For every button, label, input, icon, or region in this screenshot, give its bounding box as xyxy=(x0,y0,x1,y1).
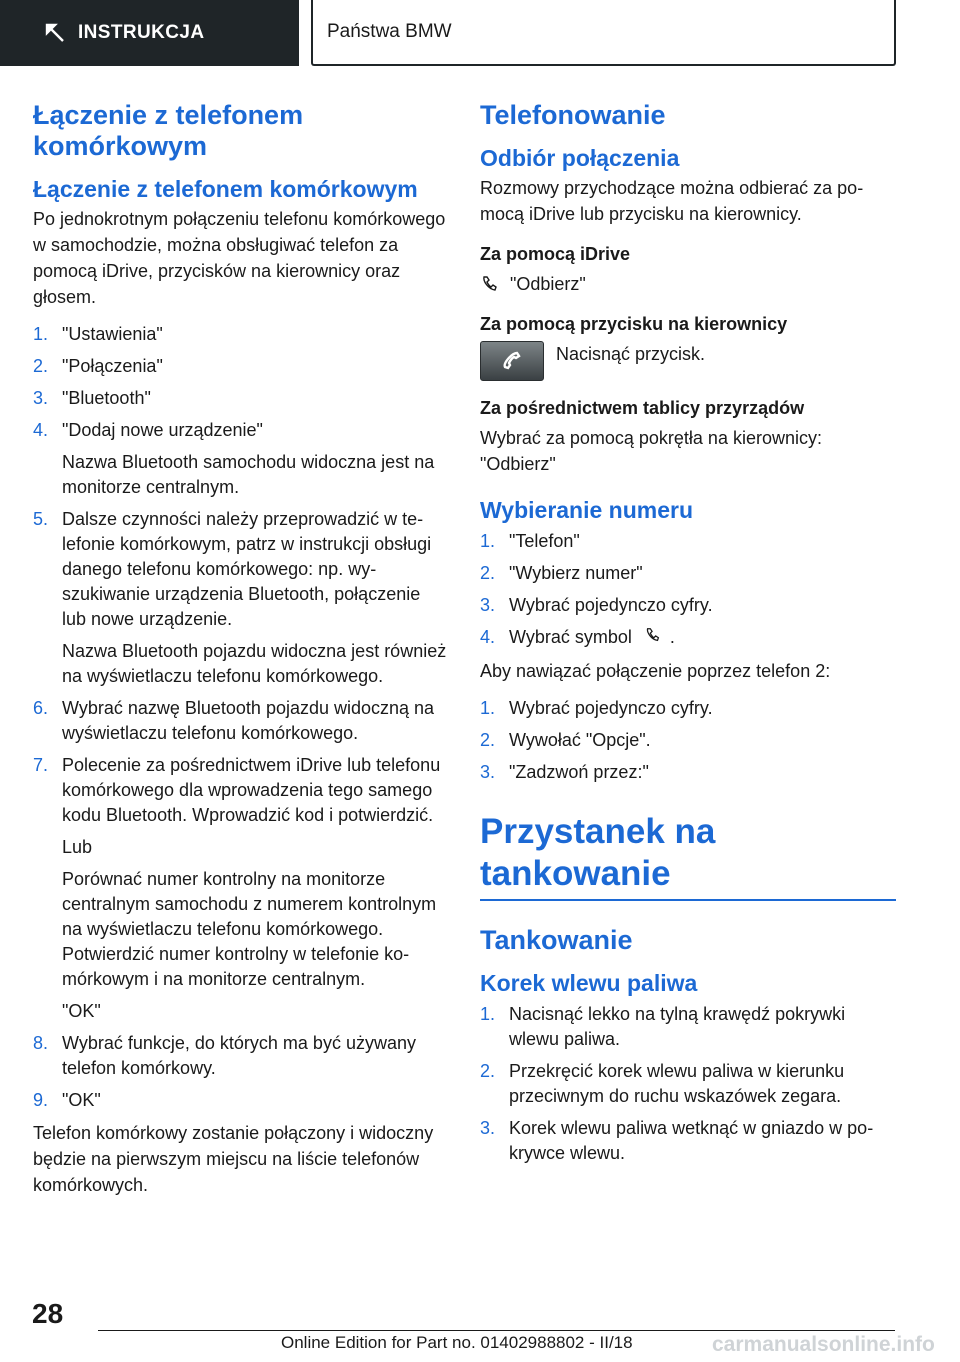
answer-text: Rozmowy przychodzące można odbierać za pomocą iDrive lub przycisku na kierownicy. xyxy=(480,178,864,224)
step-text: "OK" xyxy=(62,1090,101,1110)
step-number: 2. xyxy=(480,729,496,750)
cap-steps-list xyxy=(480,1002,896,1166)
step-number: 6. xyxy=(33,698,49,718)
step-text: "Dodaj nowe urządzenie" xyxy=(62,420,263,440)
list-item xyxy=(480,1116,896,1166)
list-item xyxy=(33,322,448,347)
idrive-answer-label: "Odbierz" xyxy=(510,274,586,294)
list-item xyxy=(480,760,896,785)
footer-divider xyxy=(98,1330,895,1331)
step-subtext: Lub xyxy=(62,837,93,857)
step-number: 2. xyxy=(480,1060,496,1081)
step-number: 1. xyxy=(33,324,49,344)
step-text: Wywołać "Opcje". xyxy=(509,729,651,750)
step-text: Wybrać nazwę Bluetooth pojazdu widoczną na wyświetlaczu telefonu komórkowego. xyxy=(62,698,435,743)
step-number: 9. xyxy=(33,1090,49,1110)
step-text: "Ustawienia" xyxy=(62,324,163,344)
step-number: 2. xyxy=(480,563,496,583)
connect-intro: Po jednokrotnym połączeniu telefonu komórkowego w samochodzie, można obsługiwać telefon za pomocą iDrive, przycisków na kierownicy oraz głosem. xyxy=(33,209,446,307)
cluster-heading: Za pośrednictwem tablicy przyrządów xyxy=(480,398,805,418)
step-text: Przekręcić korek wlewu paliwa w kierunku przeciwnym do ruchu wskazówek zegara. xyxy=(509,1060,845,1106)
dial-steps-list xyxy=(480,529,896,651)
wheel-answer-label: Nacisnąć przycisk. xyxy=(556,344,706,364)
step-number: 5. xyxy=(33,509,49,529)
step-subtext: "OK" xyxy=(62,1001,101,1021)
step-number: 7. xyxy=(33,755,49,775)
step-text: "Połączenia" xyxy=(62,356,163,376)
step-number: 3. xyxy=(480,595,496,615)
manual-tab[interactable] xyxy=(0,0,299,66)
phone-icon xyxy=(480,274,500,294)
wheel-heading: Za pomocą przycisku na kierownicy xyxy=(480,314,788,334)
step-number: 1. xyxy=(480,531,496,551)
step-number: 3. xyxy=(480,1117,496,1138)
cluster-text: Wybrać za pomocą pokrętła na kierownicy: "Odbierz" xyxy=(480,428,822,474)
list-item xyxy=(33,696,448,746)
list-item xyxy=(33,354,448,379)
watermark: carmanualsonline.info xyxy=(712,1333,935,1356)
step-subtext: Nazwa Bluetooth pojazdu widoczna jest również na wyświetlaczu telefonu komórkowego. xyxy=(62,641,447,686)
manual-tab-label: INSTRUKCJA xyxy=(78,22,205,43)
step-number: 8. xyxy=(33,1033,49,1053)
step-text: "Telefon" xyxy=(509,531,580,551)
phone-icon xyxy=(644,626,662,651)
list-item xyxy=(480,696,896,721)
subsection-title-answer: Odbiór połączenia xyxy=(480,145,680,171)
list-item xyxy=(33,753,448,1024)
step-number: 2. xyxy=(33,356,49,376)
subsection-title-dial: Wybieranie numeru xyxy=(480,497,694,523)
list-item xyxy=(480,625,896,651)
step-text: Korek wlewu paliwa wetknąć w gniazdo w pokrywce wlewu. xyxy=(509,1117,874,1163)
phone2-steps-list xyxy=(480,696,896,785)
connect-outro: Telefon komórkowy zostanie połączony i widoczny będzie na pierwszym miejscu na liście telefonów komórkowych. xyxy=(33,1123,434,1195)
list-item xyxy=(33,386,448,411)
step-text: "Bluetooth" xyxy=(62,388,151,408)
list-item xyxy=(480,529,896,554)
phone2-text: Aby nawiązać połączenie poprzez telefon 2: xyxy=(480,660,831,681)
step-number: 3. xyxy=(33,388,49,408)
step-text: Wybrać pojedynczo cyfry. xyxy=(509,595,713,615)
list-item xyxy=(480,1059,896,1109)
step-number: 1. xyxy=(480,697,496,718)
step-text: Polecenie za pośrednictwem iDrive lub telefonu komórkowego dla wprowadzenia tego samego kodu Bluetooth. Wprowadzić kod i potwierdzić. xyxy=(62,755,441,825)
step-text: Dalsze czynności należy przeprowadzić w telefonie komórkowym, patrz w instrukcji obsługi danego telefonu komórkowego: np. wyszukiwanie urządzenia Bluetooth, połączenie lub nowe urządzenie. xyxy=(62,509,432,629)
list-item xyxy=(480,728,896,753)
list-item xyxy=(33,418,448,500)
model-tab-label: Państwa BMW xyxy=(327,21,452,42)
section-title-calling: Telefonowanie xyxy=(480,100,666,130)
step-subtext: Porównać numer kontrolny na monitorze centralnym samochodu z numerem kontrolnym na wyświetlaczu telefonu komórkowego. Potwierdzić numer kontrolny w telefonie komórkowym i na monitorze centralnym. xyxy=(62,869,437,989)
step-number: 1. xyxy=(480,1003,496,1024)
phone-handset-icon xyxy=(480,341,544,381)
step-number: 3. xyxy=(480,761,496,782)
edition-text: Online Edition for Part no. 01402988802 - II/18 xyxy=(281,1333,633,1352)
model-tab[interactable] xyxy=(311,0,896,66)
list-item xyxy=(33,1031,448,1081)
step-text: Wybrać symbol xyxy=(509,627,632,647)
step-subtext: Nazwa Bluetooth samochodu widoczna jest na monitorze centralnym. xyxy=(62,452,435,497)
idrive-answer-row xyxy=(480,271,896,297)
step-text: "Zadzwoń przez:" xyxy=(509,761,649,782)
step-text: Wybrać funkcje, do których ma być używany telefon komórkowy. xyxy=(62,1033,416,1078)
section-title-refuel: Tankowanie xyxy=(480,924,633,955)
subsection-title-connect: Łączenie z telefonem komórkowym xyxy=(33,176,418,202)
list-item xyxy=(480,593,896,618)
section-title-connect: Łączenie z telefonem komórkowym xyxy=(33,100,304,161)
chapter-title-refuel: Przystanek na tankowanie xyxy=(480,811,896,901)
idrive-heading: Za pomocą iDrive xyxy=(480,244,631,264)
step-text: Nacisnąć lekko na tylną krawędź pokrywki wlewu paliwa. xyxy=(509,1003,846,1049)
wheel-answer-row xyxy=(480,341,896,381)
step-text: Wybrać pojedynczo cyfry. xyxy=(509,697,713,718)
step-number: 4. xyxy=(480,627,496,647)
list-item xyxy=(33,1088,448,1113)
connect-steps-list xyxy=(33,322,448,1113)
right-column xyxy=(480,100,896,1173)
page-header xyxy=(0,0,960,68)
page-number: 28 xyxy=(32,1298,64,1329)
step-number: 4. xyxy=(33,420,49,440)
bmw-logo-icon xyxy=(44,22,66,44)
list-item xyxy=(480,1002,896,1052)
left-column xyxy=(33,100,448,1204)
list-item xyxy=(33,507,448,689)
step-text: "Wybierz numer" xyxy=(509,563,643,583)
step-suffix: . xyxy=(669,627,675,647)
list-item xyxy=(480,561,896,586)
subsection-title-cap: Korek wlewu paliwa xyxy=(480,969,698,996)
